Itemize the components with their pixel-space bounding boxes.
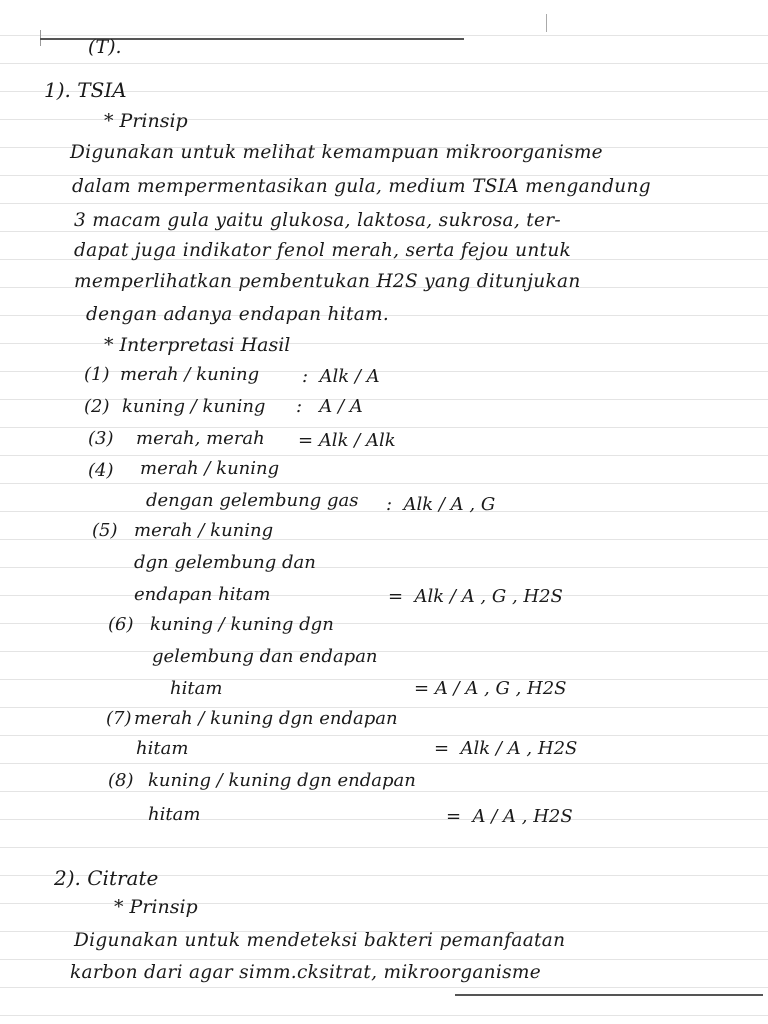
- principle-line: memperlihatkan pembentukan H2S yang ditunjukan: [74, 271, 581, 292]
- result-value: = A / A , G , H2S: [414, 678, 567, 699]
- result-value: = Alk / A , G , H2S: [388, 586, 563, 607]
- result-number: (1): [84, 364, 110, 385]
- result-color-detail: hitam: [148, 804, 201, 825]
- result-color: merah / kuning: [120, 364, 260, 385]
- result-color-detail: endapan hitam: [134, 584, 271, 605]
- result-color-detail: dengan gelembung gas: [146, 490, 359, 511]
- page-marker: (T).: [88, 36, 122, 58]
- principle-line: Digunakan untuk melihat kemampuan mikroorganisme: [70, 142, 603, 163]
- section-2-heading: 2). Citrate: [54, 866, 159, 890]
- result-color-detail: dgn gelembung dan: [134, 552, 316, 573]
- bottom-rule: [455, 994, 763, 996]
- result-number: (4): [88, 460, 114, 481]
- interpretation-heading: * Interpretasi Hasil: [104, 334, 291, 356]
- page-tick-mark: [546, 14, 547, 32]
- result-number: (8): [108, 770, 134, 791]
- result-color: kuning / kuning: [122, 396, 266, 417]
- section-1-heading: 1). TSIA: [44, 78, 127, 102]
- result-color: kuning / kuning dgn endapan: [148, 770, 416, 791]
- principle-line: Digunakan untuk mendeteksi bakteri pemanfaatan: [74, 930, 566, 951]
- principle-line: dalam mempermentasikan gula, medium TSIA mengandung: [72, 176, 651, 197]
- result-number: (6): [108, 614, 134, 635]
- result-color: merah / kuning dgn endapan: [134, 708, 398, 729]
- result-color: kuning / kuning dgn: [150, 614, 334, 635]
- result-number: (3): [88, 428, 114, 449]
- result-color: merah / kuning: [134, 520, 274, 541]
- result-color: merah / kuning: [140, 458, 280, 479]
- section-1-principle-heading: * Prinsip: [104, 110, 188, 132]
- result-value: = Alk / Alk: [298, 430, 396, 451]
- result-value: = A / A , H2S: [446, 806, 573, 827]
- section-2-principle-heading: * Prinsip: [114, 896, 198, 918]
- principle-line: karbon dari agar simm.cksitrat, mikroorganisme: [70, 962, 541, 983]
- result-value: : A / A: [296, 396, 363, 417]
- result-value: : Alk / A , G: [386, 494, 496, 515]
- result-number: (5): [92, 520, 118, 541]
- result-number: (7): [106, 708, 132, 729]
- principle-line: 3 macam gula yaitu glukosa, laktosa, sukrosa, ter-: [74, 210, 561, 231]
- result-value: = Alk / A , H2S: [434, 738, 578, 759]
- principle-line: dapat juga indikator fenol merah, serta fejou untuk: [74, 240, 572, 261]
- result-color: merah, merah: [136, 428, 265, 449]
- result-number: (2): [84, 396, 110, 417]
- result-color-detail: hitam: [136, 738, 189, 759]
- result-color-detail: hitam: [170, 678, 223, 699]
- result-color-detail: gelembung dan endapan: [152, 646, 378, 667]
- principle-line: dengan adanya endapan hitam.: [86, 304, 390, 325]
- result-value: : Alk / A: [302, 366, 380, 387]
